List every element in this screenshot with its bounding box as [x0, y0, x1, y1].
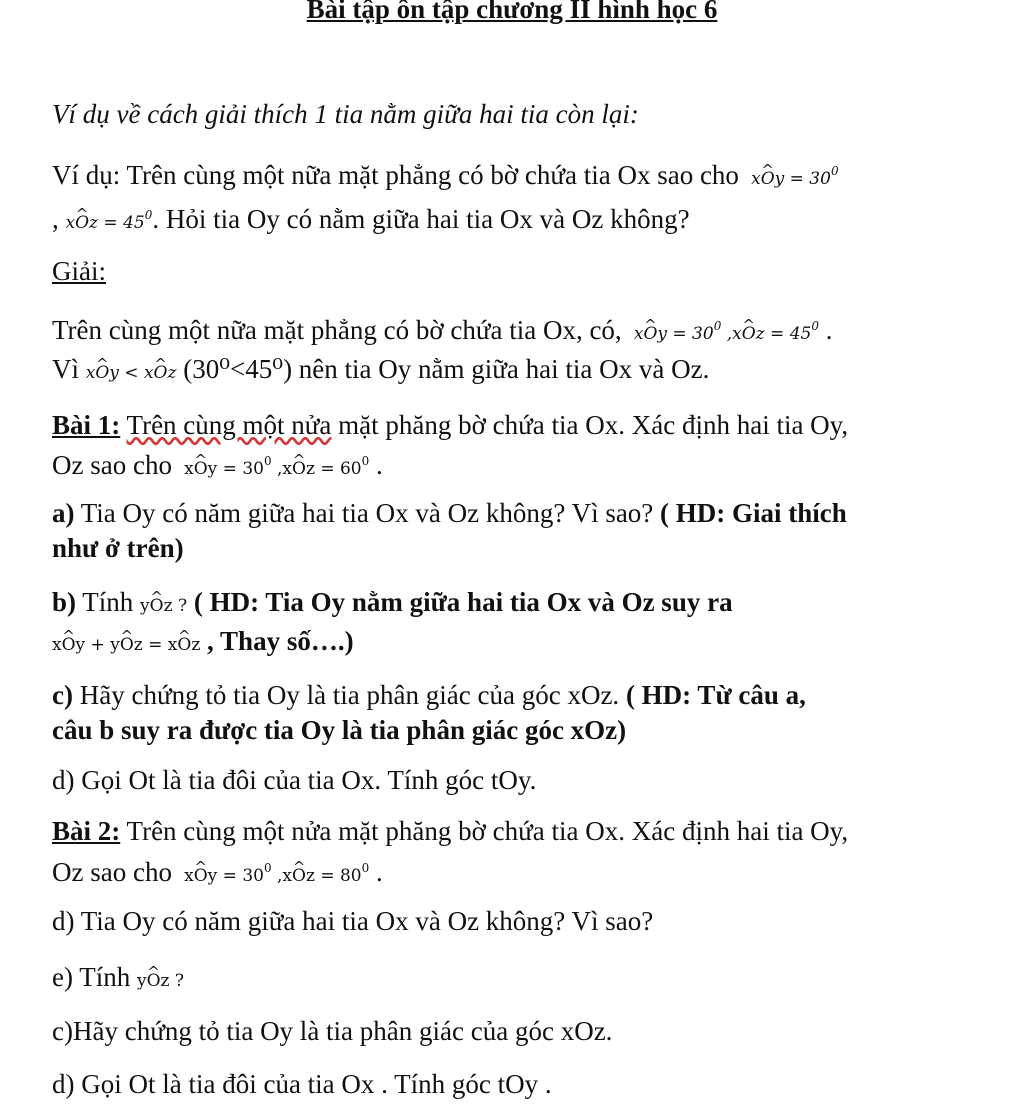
formula-bai2-given: x^ $Oy = 30^0$ ,x^ $Oz = 80^0$ — [179, 866, 370, 886]
formula-compare: x^ Oy < x^ Oz — [86, 363, 177, 383]
formula-yoz-2: y^ Oz ? — [137, 971, 184, 991]
bai1-label: Bài 1: — [52, 410, 121, 440]
bai2-e: e) Tính y^ Oz ? — [52, 961, 184, 997]
example-text-2: . Hỏi tia Oy có nằm giữa hai tia Ox và Oz không? — [152, 204, 690, 234]
bai2-line-2: Oz sao cho x^ $Oy = 30^0$ ,x^ $Oz = 80^0$ . — [52, 852, 383, 892]
bai2-d2: d) Gọi Ot là tia đôi của tia Ox . Tính góc tOy . — [52, 1069, 552, 1099]
document-title: Bài tập ôn tập chương II hình học 6 — [306, 0, 718, 24]
example-heading: Ví dụ về cách giải thích 1 tia nằm giữa hai tia còn lại: — [52, 99, 639, 129]
bai1-c: c) Hãy chứng tỏ tia Oy là tia phân giác của góc xOz. ( HD: Từ câu a, — [52, 680, 806, 710]
bai2-line-1: Bài 2: Trên cùng một nửa mặt phăng bờ chứa tia Ox. Xác định hai tia Oy, — [52, 816, 849, 846]
solution-label: Giải: — [52, 256, 106, 286]
formula-xoy-30: x^ $Oy = 30^0$ — [746, 169, 839, 189]
bai1-a: a) Tia Oy có năm giữa hai tia Ox và Oz không? Vì sao? ( HD: Giai thích — [52, 498, 847, 528]
bai2-label: Bài 2: — [52, 816, 121, 846]
bai2-c: c)Hãy chứng tỏ tia Oy là tia phân giác của góc xOz. — [52, 1016, 613, 1046]
bai1-b-hint: x^ Oy + y^ Oz = x^ Oz , Thay số….) — [52, 625, 354, 661]
solution-line-2: Vì x^ Oy < x^ Oz (30⁰<45⁰) nên tia Oy nằm giữa hai tia Ox và Oz. — [52, 353, 709, 389]
example-line-2: , x^ $Oz = 45^0$. Hỏi tia Oy có nằm giữa hai tia Ox và Oz không? — [52, 199, 690, 239]
bai1-line-1: Bài 1: Trên cùng một nửa mặt phăng bờ chứa tia Ox. Xác định hai tia Oy, — [52, 410, 849, 440]
solution-line-1: Trên cùng một nữa mặt phẳng có bờ chứa tia Ox, có, x^ $Oy = 30^0$ ,x^ $Oz = 45^0$ . — [52, 310, 832, 350]
formula-solution-values: x^ $Oy = 30^0$ ,x^ $Oz = 45^0$ — [628, 324, 819, 344]
example-line-1 — [52, 155, 839, 195]
formula-bai1-given: x^ $Oy = 30^0$ ,x^ $Oz = 60^0$ — [179, 459, 370, 479]
bai1-a-hint: như ở trên) — [52, 533, 184, 563]
formula-xoz-45: x^ $Oz = 45^0$ — [66, 213, 153, 233]
bai2-d: d) Tia Oy có năm giữa hai tia Ox và Oz không? Vì sao? — [52, 906, 654, 936]
example-text-1: Ví dụ: Trên cùng một nữa mặt phẳng có bờ chứa tia Ox sao cho — [52, 160, 739, 190]
formula-sum: x^ Oy + y^ Oz = x^ Oz — [52, 635, 200, 655]
bai1-b: b) Tính y^ Oz ? ( HD: Tia Oy nằm giữa hai tia Ox và Oz suy ra — [52, 586, 733, 622]
bai1-line-2: Oz sao cho x^ $Oy = 30^0$ ,x^ $Oz = 60^0$ . — [52, 445, 383, 485]
formula-yoz: y^ Oz ? — [140, 596, 187, 616]
bai1-c-hint: câu b suy ra được tia Oy là tia phân giác góc xOz) — [52, 715, 627, 745]
bai1-d: d) Gọi Ot là tia đôi của tia Ox. Tính góc tOy. — [52, 765, 537, 795]
